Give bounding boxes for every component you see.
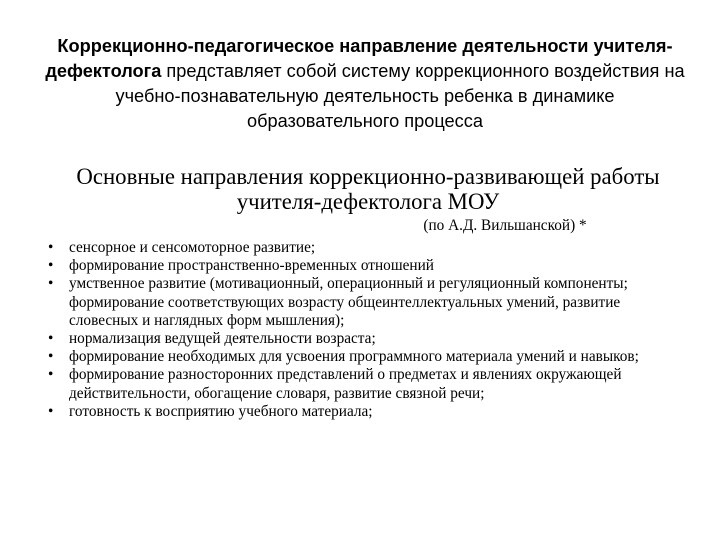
- list-item-text: формирование разносторонних представлений о предметах и явлениях окружающей действительности, обогащение словаря, развитие связной речи;: [69, 366, 622, 402]
- list-item-text: сенсорное и сенсомоторное развитие;: [69, 239, 316, 256]
- list-item: [48, 257, 688, 275]
- list-item: [48, 275, 688, 330]
- section-heading: Основные направления коррекционно-развивающей работы учителя-дефектолога МОУ: [76, 164, 660, 214]
- list-item: [48, 403, 688, 421]
- list-item: [48, 348, 688, 366]
- bullet-icon: •: [48, 402, 54, 420]
- intro-paragraph: [40, 34, 690, 134]
- bullet-icon: •: [48, 275, 54, 293]
- intro-bold-text: Коррекционно-педагогическое направление деятельности учителя-дефектолога: [45, 36, 673, 81]
- bullet-icon: •: [48, 257, 54, 275]
- list-item: [48, 239, 688, 257]
- list-item-text: формирование пространственно-временных отношений: [69, 257, 434, 275]
- list-item: [48, 366, 688, 402]
- list-item-text: нормализация ведущей деятельности возраста;: [69, 330, 376, 348]
- bullet-icon: •: [48, 330, 54, 348]
- list-item-text: формирование необходимых для усвоения программного материала умений и навыков;: [69, 348, 639, 366]
- list-item: [48, 330, 688, 348]
- intro-normal-text: представляет собой систему коррекционного воздействия на учебно-познавательную деятельность ребенка в динамике образовательного процесса: [115, 61, 685, 131]
- directions-list: [48, 239, 688, 421]
- bullet-icon: •: [48, 348, 54, 366]
- bullet-icon: •: [48, 366, 54, 384]
- author-note: (по А.Д. Вильшанской) *: [423, 217, 587, 234]
- list-item-text: умственное развитие (мотивационный, операционный и регуляционный компоненты; формирование соответствующих возрасту общеинтеллектуальных умений, развитие словесных и наглядных форм мышления);: [69, 275, 628, 329]
- bullet-icon: •: [48, 239, 54, 256]
- list-item-text: готовность к восприятию учебного материала;: [69, 402, 373, 420]
